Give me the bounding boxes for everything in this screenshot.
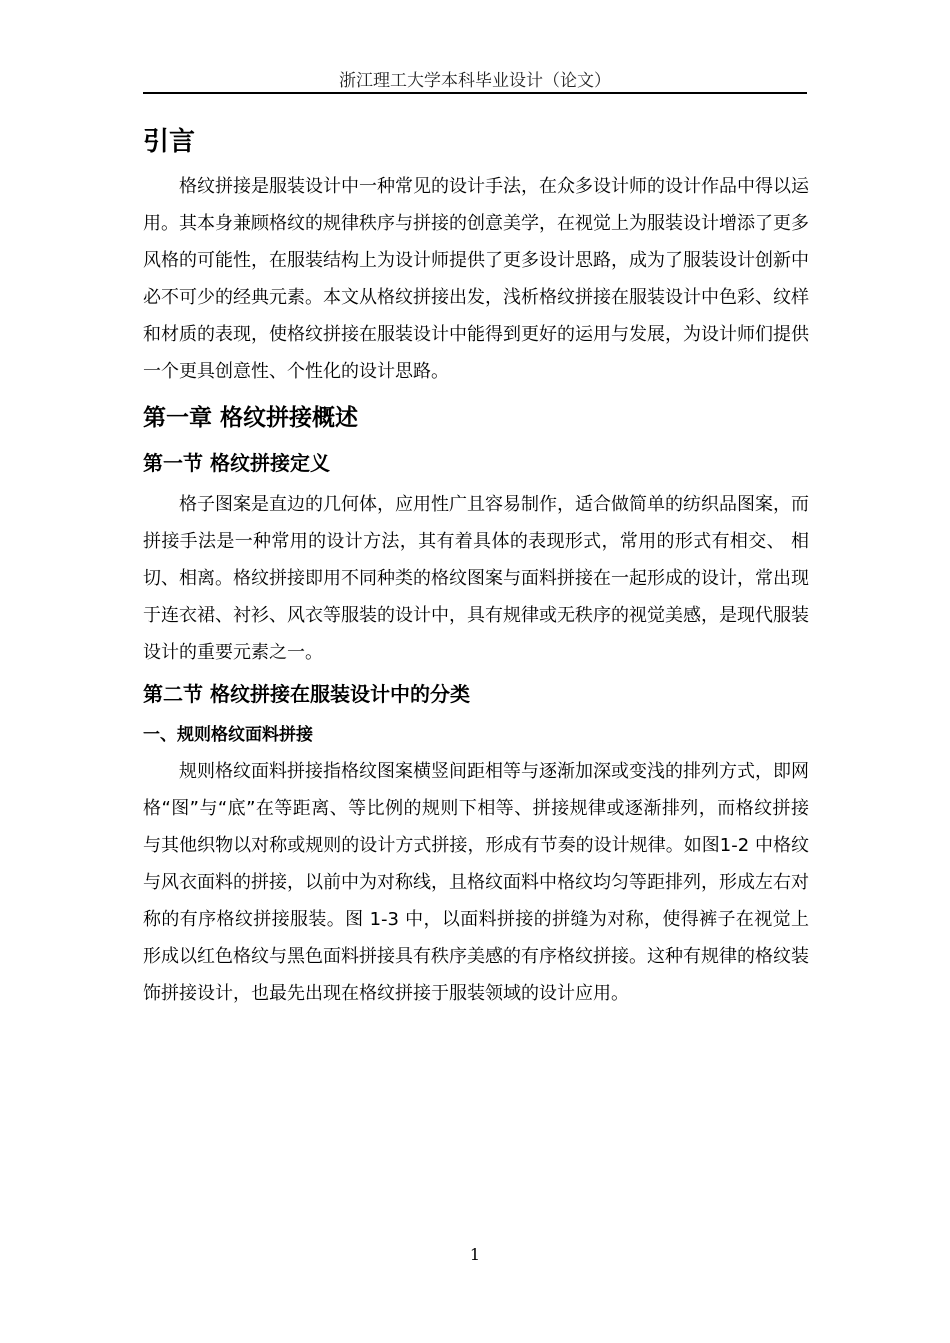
- header-title: 浙江理工大学本科毕业设计（论文）: [339, 71, 611, 91]
- page-header: [143, 60, 807, 94]
- chapter-1-heading: 第一章 格纹拼接概述: [143, 405, 359, 431]
- section-2-heading: 第二节 格纹拼接在服装设计中的分类: [143, 682, 470, 706]
- section-1-paragraph: 格子图案是直边的几何体，应用性广且容易制作，适合做简单的纺织品图案，而拼接手法是一种常用的设计方法，其有着具体的表现形式，常用的形式有相交、 相切、相离。格纹拼接即用不同种类的格纹图案与面料拼接在一起形成的设计，常出现于连衣裙、衬衫、风衣等服装的设计中，具有规律或无秩序的视觉美感，是现代服装设计的重要元素之一。: [143, 494, 809, 663]
- intro-heading: 引言: [143, 127, 196, 157]
- subsection-1-heading: 一、规则格纹面料拼接: [143, 725, 313, 745]
- subsection-1-paragraph: 规则格纹面料拼接指格纹图案横竖间距相等与逐渐加深或变浅的排列方式，即网格“图”与“底”在等距离、等比例的规则下相等、拼接规律或逐渐排列，而格纹拼接与其他织物以对称或规则的设计方式拼接，形成有节奏的设计规律。如图1-2 中格纹与风衣面料的拼接，以前中为对称线，且格纹面料中格纹均匀等距排列，形成左右对称的有序格纹拼接服装。图 1-3 中，以面料拼接的拼缝为对称，使得裤子在视觉上形成以红色格纹与黑色面料拼接具有秩序美感的有序格纹拼接。这种有规律的格纹装饰拼接设计，也最先出现在格纹拼接于服装领域的设计应用。: [143, 761, 809, 1004]
- intro-paragraph: 格纹拼接是服装设计中一种常见的设计手法，在众多设计师的设计作品中得以运用。其本身兼顾格纹的规律秩序与拼接的创意美学，在视觉上为服装设计增添了更多风格的可能性，在服装结构上为设计师提供了更多设计思路，成为了服装设计创新中必不可少的经典元素。本文从格纹拼接出发，浅析格纹拼接在服装设计中色彩、纹样和材质的表现，使格纹拼接在服装设计中能得到更好的运用与发展，为设计师们提供一个更具创意性、个性化的设计思路。: [143, 176, 809, 382]
- document-body: [143, 118, 809, 1012]
- page-number: 1: [469, 1245, 481, 1264]
- section-1-heading: 第一节 格纹拼接定义: [143, 451, 330, 475]
